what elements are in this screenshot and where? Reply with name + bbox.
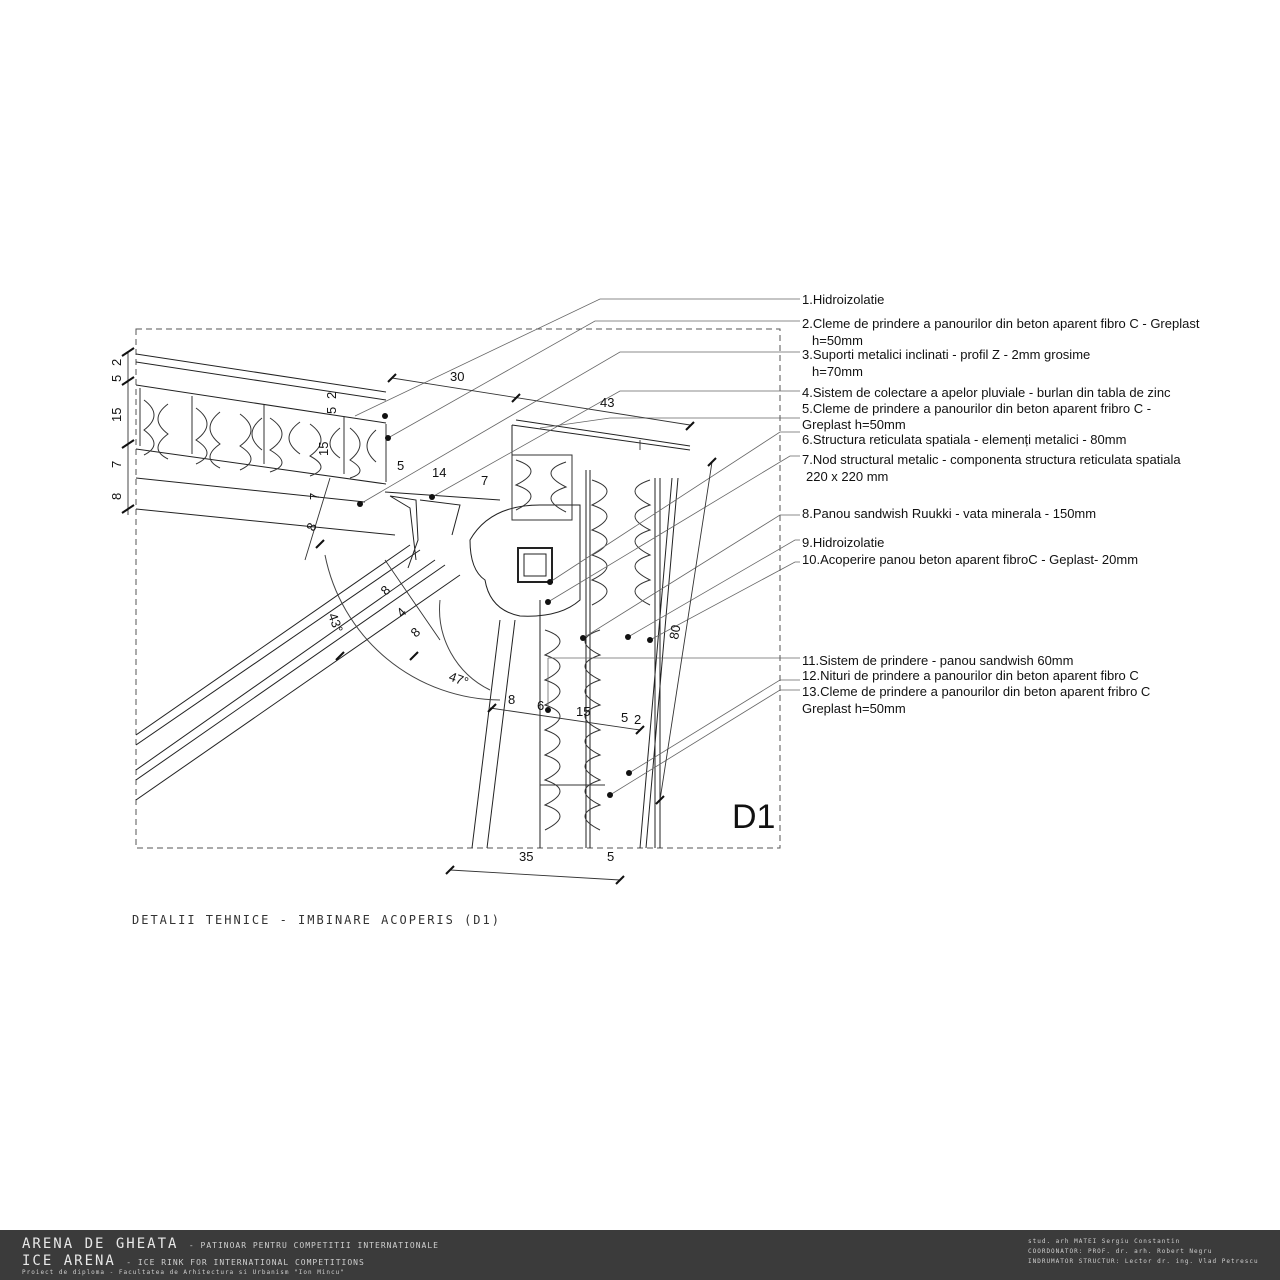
student-credit: stud. arh MATEI Sergiu Constantin	[1028, 1238, 1181, 1245]
project-title-en: ICE ARENA	[22, 1253, 116, 1269]
angle-47: 47°	[446, 668, 471, 690]
legend-item-1: 1.Hidroizolatie	[802, 292, 885, 307]
structural-node	[470, 505, 580, 616]
dim-14: 14	[432, 465, 447, 480]
dimension-ticks	[122, 348, 716, 884]
dim-left-15: 15	[109, 407, 124, 422]
sheet-title: DETALII TEHNICE - IMBINARE ACOPERIS (D1)	[132, 913, 501, 927]
title-block-footer	[0, 1230, 1280, 1280]
detail-code: D1	[732, 798, 776, 836]
dim-8c: 8	[407, 624, 424, 641]
legend-item-9: 9.Hidroizolatie	[802, 535, 885, 550]
dim-4: 4	[393, 604, 410, 621]
legend-item-3-cont: h=70mm	[812, 364, 863, 379]
wall-layers	[472, 420, 690, 848]
project-line: Proiect de diploma - Facultatea de Arhitectura si Urbanism "Ion Mincu"	[22, 1269, 345, 1276]
dim-8a: 8	[303, 520, 320, 534]
project-title-ro-line	[22, 1236, 439, 1252]
dim-left-5: 5	[109, 374, 124, 382]
dim-left-2: 2	[109, 358, 124, 366]
roof-insulation	[140, 388, 386, 482]
angle-43: 43°	[325, 610, 347, 635]
legend-item-7: 7.Nod structural metalic - componenta structura reticulata spatiala	[802, 452, 1181, 467]
dim-7a: 7	[481, 473, 489, 488]
dim-35: 35	[519, 849, 534, 864]
project-subtitle-en: - ICE RINK FOR INTERNATIONAL COMPETITIONS	[126, 1258, 365, 1267]
gutter	[390, 496, 460, 568]
legend-item-10: 10.Acoperire panou beton aparent fibroC - Geplast- 20mm	[802, 552, 1139, 567]
dim-left-7: 7	[109, 460, 124, 468]
legend-item-11: 11.Sistem de prindere - panou sandwish 60mm	[802, 653, 1074, 668]
dim-left-8: 8	[109, 492, 124, 500]
legend-item-8: 8.Panou sandwish Ruukki - vata minerala - 150mm	[802, 506, 1097, 521]
dim-7b: 7	[307, 492, 322, 500]
legend-item-13-cont: Greplast h=50mm	[802, 701, 906, 716]
legend-item-2: 2.Cleme de prindere a panourilor din beton aparent fibro C - Greplast	[802, 316, 1200, 331]
legend-item-6: 6.Structura reticulata spatiala - elemenți metalici - 80mm	[802, 432, 1127, 447]
dim-15a: 15	[316, 441, 331, 456]
legend-item-5: 5.Cleme de prindere a panourilor din beton aparent fribro C -	[802, 401, 1152, 416]
roof-layers	[136, 354, 395, 535]
dim-5d: 5	[607, 849, 615, 864]
truss-members	[136, 545, 460, 800]
dim-2a: 2	[324, 391, 339, 399]
legend-item-2-cont: h=50mm	[812, 333, 863, 348]
dim-8b: 8	[377, 582, 394, 599]
dim-15b: 15	[576, 704, 591, 719]
legend-item-4: 4.Sistem de colectare a apelor pluviale - burlan din tabla de zinc	[802, 385, 1171, 400]
dim-5a: 5	[324, 406, 339, 414]
legend-item-12: 12.Nituri de prindere a panourilor din beton aparent fibro C	[802, 668, 1139, 683]
legend-item-3: 3.Suporti metalici inclinati - profil Z - 2mm grosime	[802, 347, 1091, 362]
dim-2b: 2	[634, 712, 642, 727]
legend-item-7-cont: 220 x 220 mm	[806, 469, 889, 484]
legend-item-5-cont: Greplast h=50mm	[802, 417, 906, 432]
dim-5c: 5	[621, 710, 629, 725]
structural-tutor-credit: INDRUMATOR STRUCTUR: Lector dr. ing. Vlad Petrescu	[1028, 1258, 1259, 1265]
dim-43: 43	[600, 395, 615, 410]
project-title-en-line	[22, 1253, 365, 1269]
dim-6: 6	[537, 698, 545, 713]
project-subtitle-ro: - PATINOAR PENTRU COMPETITII INTERNATIONALE	[188, 1241, 439, 1250]
dimension-labels	[109, 359, 683, 864]
dim-80: 80	[666, 623, 684, 641]
coordinator-credit: COORDONATOR: PROF. dr. arh. Robert Negru	[1028, 1248, 1213, 1255]
dim-8d: 8	[508, 692, 516, 707]
dimension-lines	[128, 351, 712, 880]
detail-frame	[136, 329, 780, 848]
dim-5b: 5	[397, 458, 405, 473]
project-title-ro: ARENA DE GHEATA	[22, 1236, 179, 1252]
legend-item-13: 13.Cleme de prindere a panourilor din beton aparent fribro C	[802, 684, 1151, 699]
dim-30: 30	[450, 369, 465, 384]
